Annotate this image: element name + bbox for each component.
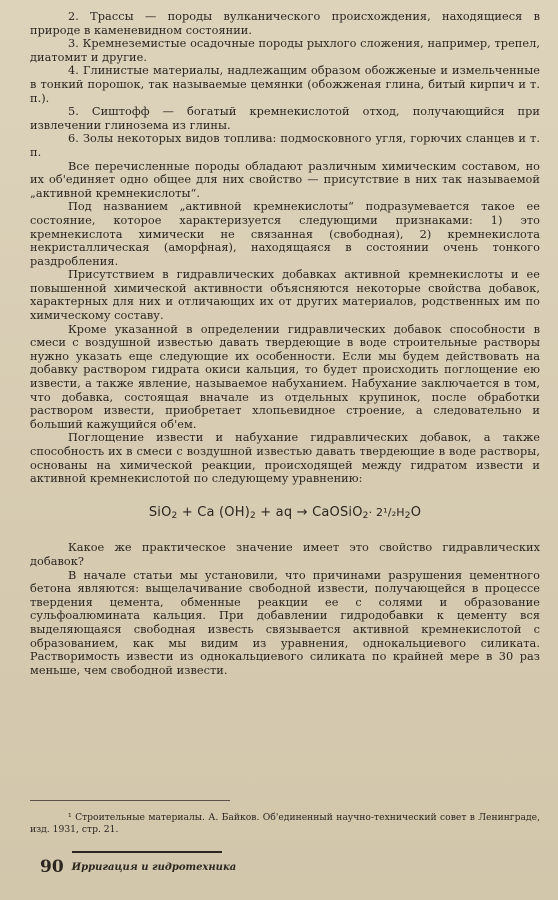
paragraph-2: 3. Кремнеземистые осадочные породы рыхлого сложения, например, трепел, диатомит и другие. xyxy=(30,37,540,64)
paragraph-11: Какое же практическое значение имеет это свойство гидравлических добавок? xyxy=(30,541,540,568)
paragraph-5: 6. Золы некоторых видов топлива: подмосковного угля, горючих сланцев и т. п. xyxy=(30,132,540,159)
journal-rule xyxy=(72,851,222,853)
formula-subscript: 2 xyxy=(171,510,178,521)
paragraph-12: В начале статьи мы установили, что причинами разрушения цементного бетона являются: выщелачивание свободной извести, получающейся в процессе твердения цемента, обменные реакции ее с солями и образование сульфоалюмината кальция. При добавлении гидродобавки к цементу вся выделяющаяся свободная известь связывается активной кремнекислотой с образованием, как мы видим из уравнения, однокальциевого силиката. Растворимость извести из однокальциевого силиката по крайней мере в 30 раз меньше, чем свободной извести. xyxy=(30,568,540,677)
paragraph-7: Под названием „активной кремнекислоты“ подразумевается такое ее состояние, которое характеризуется следующими признаками: 1) это кремнекислота химически не связанная (свободная), 2) кремнекислота некристаллическая (аморфная), находящаяся в состоянии очень тонкого раздробления. xyxy=(30,200,540,268)
formula-subscript: 2 xyxy=(362,510,369,521)
formula-reactant-lime: + Ca (OH) xyxy=(181,504,250,520)
journal-title-block xyxy=(72,855,237,877)
footnote: ¹ Строительные материалы. А. Байков. Об'единенный научно-технический совет в Ленинграде, изд. 1931, стр. 21. xyxy=(30,812,540,835)
article-body xyxy=(30,10,540,677)
paragraph-6: Все перечисленные породы обладают различным химическим составом, но их об'единяет одно общее для них свойство — присутствие в них так называемой „активной кремнекислоты“. xyxy=(30,159,540,200)
paragraph-3: 4. Глинистые материалы, надлежащим образом обожженые и измельченные в тонкий порошок, так называемые цемянки (обожженая глина, битый кирпич и т. п.). xyxy=(30,64,540,105)
formula-water-coefficient: · 2¹/₂H xyxy=(368,505,405,519)
paragraph-4: 5. Сиштофф — богатый кремнекислотой отход, получающийся при извлечении глинозема из глины. xyxy=(30,105,540,132)
footnote-divider xyxy=(30,800,230,801)
journal-title: Ирригация и гидротехника xyxy=(71,862,237,873)
formula-reactant-silica: SiO xyxy=(148,504,172,520)
page-footer xyxy=(40,855,236,877)
formula-product: CaOSiO xyxy=(312,504,363,520)
formula-reactant-water: + aq xyxy=(260,504,293,520)
formula-subscript: 2 xyxy=(249,510,256,521)
paragraph-10: Поглощение извести и набухание гидравлических добавок, а также способность их в смеси с воздушной известью давать твердеющие в воде растворы, основаны на химической реакции, происходящей между гидратом извести и активной кремнекислотой по следующему уравнению: xyxy=(30,431,540,486)
paragraph-9: Кроме указанной в определении гидравлических добавок способности в смеси с воздушной известью давать твердеющие в воде строительные растворы нужно указать еще следующие их особенности. Если мы будем действовать на добавку раствором гидрата окиси кальция, то будет происходить поглощение ею извести, а также явление, называемое набуханием. Набухание заключается в том, что добавка, состоящая вначале из отдельных крупинок, после обработки раствором извести, приобретает хлопьевидное строение, а следовательно и больший кажущийся об'ем. xyxy=(30,322,540,431)
chemical-equation xyxy=(30,506,540,524)
paragraph-8: Присутствием в гидравлических добавках активной кремнекислоты и ее повышенной химической активности объясняются некоторые свойства добавок, характерных для них и отличающих их от других материалов, родственных им по химическому составу. xyxy=(30,268,540,323)
formula-water-end: O xyxy=(410,504,422,520)
page-number: 90 xyxy=(40,857,64,877)
formula-arrow: → xyxy=(296,504,308,520)
paragraph-1: 2. Трассы — породы вулканического происхождения, находящиеся в природе в каменевидном состоянии. xyxy=(30,10,540,37)
formula-subscript: 2 xyxy=(404,510,411,521)
